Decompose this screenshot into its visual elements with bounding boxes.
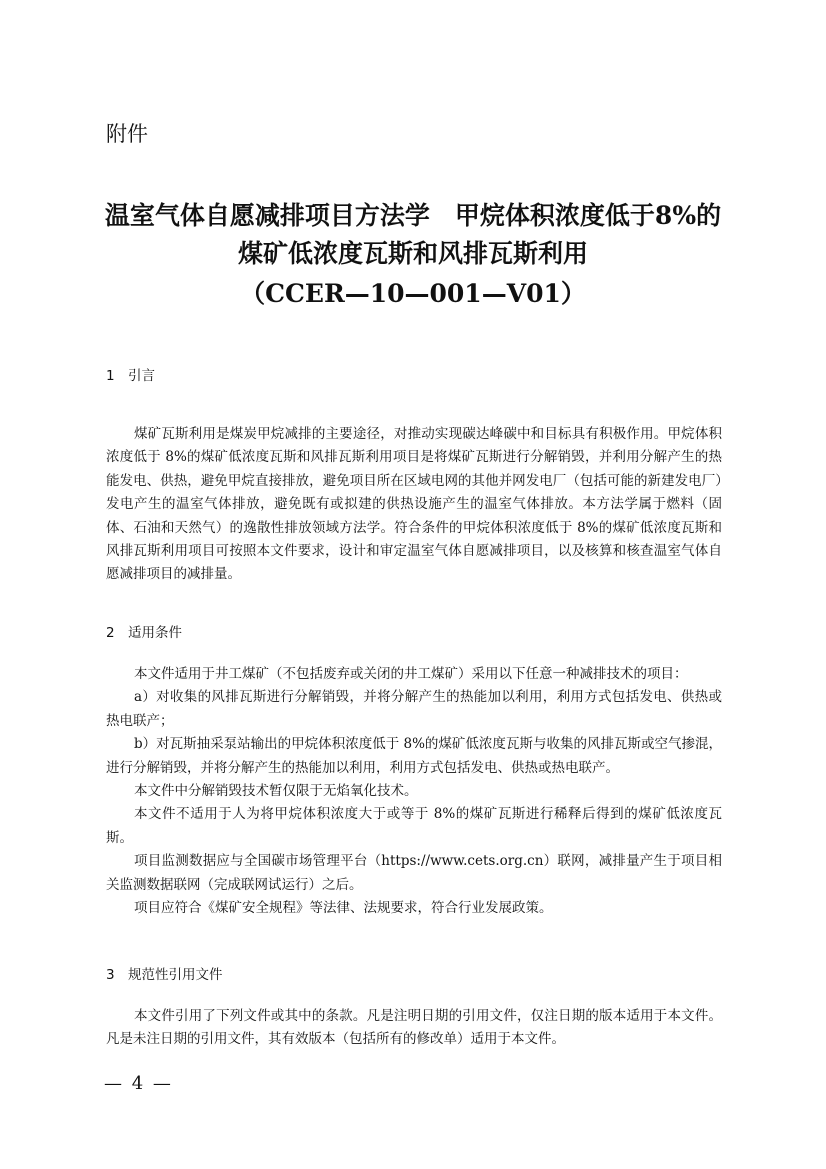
paragraph: 本文件适用于井工煤矿（不包括废弃或关闭的井工煤矿）采用以下任意一种减排技术的项目： [134, 666, 688, 682]
section-title: 规范性引用文件 [128, 967, 223, 983]
section-heading-3 [106, 963, 223, 983]
section-body-2 [106, 663, 722, 920]
title-line-3: （CCER—10—001—V01） [240, 279, 586, 308]
section-title: 引言 [128, 368, 155, 384]
section-number: 3 [106, 967, 115, 983]
paragraph: a）对收集的风排瓦斯进行分解销毁，并将分解产生的热能加以利用，利用方式包括发电、供热或热电联产； [106, 689, 722, 729]
section-heading-1 [106, 364, 155, 384]
title-line-2: 煤矿低浓度瓦斯和风排瓦斯利用 [237, 239, 588, 268]
section-number: 2 [106, 625, 115, 641]
section-heading-2 [106, 621, 182, 641]
page-number: — 4 — [104, 1073, 173, 1094]
section-title: 适用条件 [128, 625, 182, 641]
attachment-label: 附件 [106, 122, 148, 146]
paragraph: 本文件不适用于人为将甲烷体积浓度大于或等于 8%的煤矿瓦斯进行稀释后得到的煤矿低浓度瓦斯。 [106, 806, 722, 846]
section-body-3 [106, 1005, 722, 1052]
section-number: 1 [106, 368, 115, 384]
paragraph: 项目应符合《煤矿安全规程》等法律、法规要求，符合行业发展政策。 [134, 900, 553, 917]
paragraph: 本文件引用了下列文件或其中的条款。凡是注明日期的引用文件，仅注日期的版本适用于本文件。凡是未注日期的引用文件，其有效版本（包括所有的修改单）适用于本文件。 [106, 1008, 722, 1048]
paragraph: 本文件中分解销毁技术暂仅限于无焰氧化技术。 [134, 783, 418, 800]
paragraph: 煤矿瓦斯利用是煤炭甲烷减排的主要途径，对推动实现碳达峰碳中和目标具有积极作用。甲烷体积浓度低于 8%的煤矿低浓度瓦斯和风排瓦斯利用项目是将煤矿瓦斯进行分解销毁，并利用分解产生的热能发电、供热，避免甲烷直接排放，避免项目所在区域电网的其他并网发电厂（包括可能的新建发电厂）发电产生的温室气体排放，避免既有或拟建的供热设施产生的温室气体排放。本方法学属于燃料（固体、石油和天然气）的逸散性排放领域方法学。符合条件的甲烷体积浓度低于 8%的煤矿低浓度瓦斯和风排瓦斯利用项目可按照本文件要求，设计和审定温室气体自愿减排项目，以及核算和核查温室气体自愿减排项目的减排量。 [106, 426, 722, 583]
paragraph: 项目监测数据应与全国碳市场管理平台（https://www.cets.org.cn）联网，减排量产生于项目相关监测数据联网（完成联网试运行）之后。 [106, 853, 722, 893]
title-line-1: 温室气体自愿减排项目方法学 甲烷体积浓度低于8%的 [104, 201, 722, 230]
paragraph: b）对瓦斯抽采泵站输出的甲烷体积浓度低于 8%的煤矿低浓度瓦斯与收集的风排瓦斯或空气掺混，进行分解销毁，并将分解产生的热能加以利用，利用方式包括发电、供热或热电联产。 [106, 736, 722, 776]
section-body-1 [106, 423, 722, 587]
